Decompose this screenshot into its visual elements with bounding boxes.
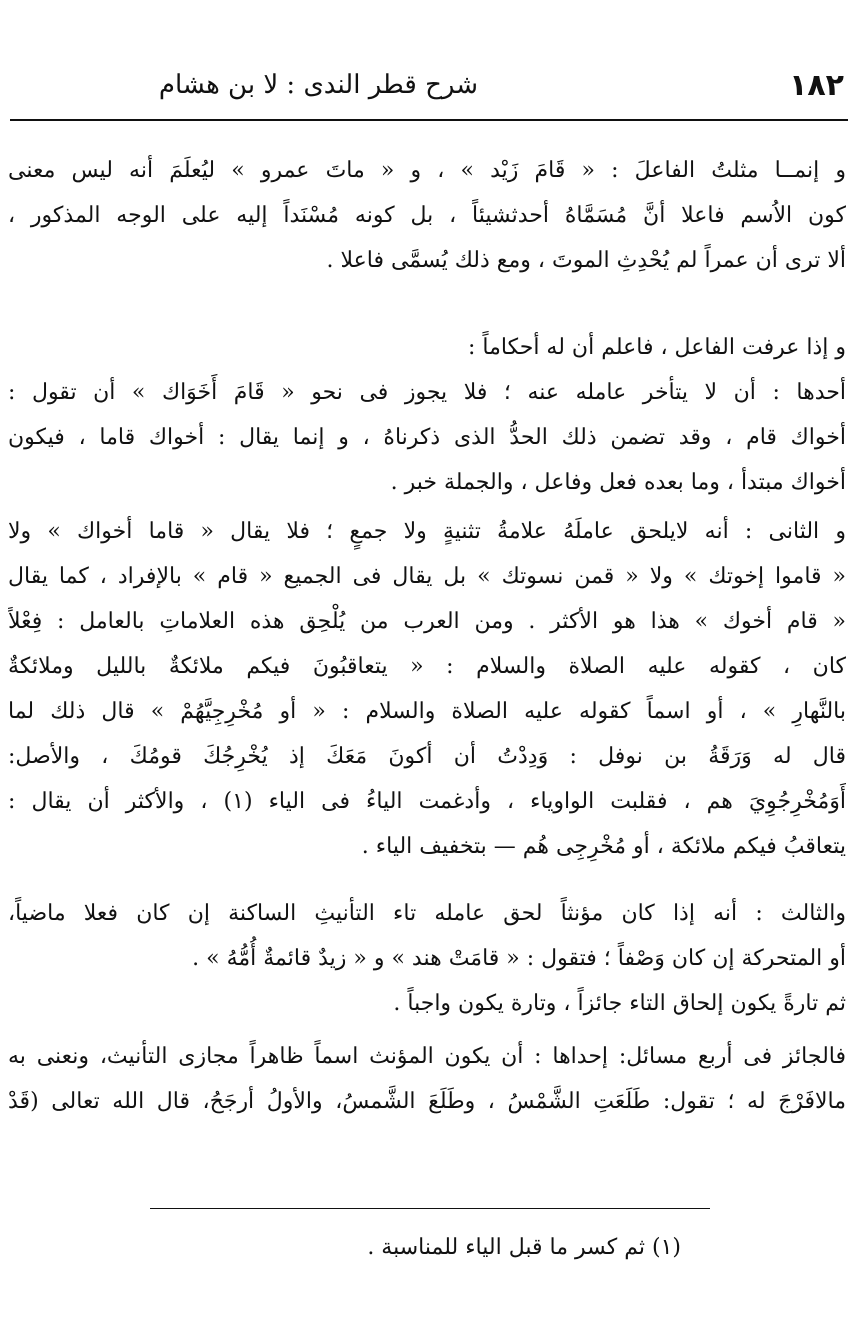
text-line: بالنَّهارِ » ، أو اسماً كقوله عليه الصلاة والسلام : « أو مُخْرِجِيَّهُمْ » قال ذلك لما bbox=[8, 699, 846, 724]
running-title: شرح قطر الندى : لا بن هشام bbox=[158, 70, 478, 100]
text-line: يتعاقبُ فيكم ملائكة ، أو مُخْرِجِى هُم — بتخفيف الياء . bbox=[361, 834, 846, 859]
text-line: و الثانى : أنه لايلحق عاملَهُ علامةُ تثنيةٍ ولا جمعٍ ؛ فلا يقال « قاما أخواك » ولا bbox=[8, 519, 846, 544]
text-line: أحدها : أن لا يتأخر عامله عنه ؛ فلا يجوز فى نحو « قَامَ أَخَوَاك » أن تقول : bbox=[8, 380, 846, 405]
text-line: كان ، كقوله عليه الصلاة والسلام : « يتعاقبُونَ فيكم ملائكةٌ بالليل وملائكةٌ bbox=[8, 654, 846, 679]
text-line: فالجائز فى أربع مسائل: إحداها : أن يكون المؤنث اسماً ظاهراً مجازى التأنيث، ونعنى به bbox=[8, 1044, 846, 1069]
text-line: أخواك قام ، وقد تضمن ذلك الحدُّ الذى ذكرناهُ ، و إنما يقال : أخواك قاما ، فيكون bbox=[8, 425, 846, 450]
text-line: و إذا عرفت الفاعل ، فاعلم أن له أحكاماً : bbox=[467, 335, 846, 360]
body-text bbox=[8, 148, 846, 1124]
text-line: و إنمــا مثلتُ الفاعلَ : « قَامَ زَيْد » ، و « ماتَ عمرو » ليُعلَمَ أنه ليس معنى bbox=[8, 158, 846, 183]
text-line: ألا ترى أن عمراً لم يُحْدِثِ الموتَ ، ومع ذلك يُسمَّى فاعلا . bbox=[326, 248, 846, 273]
text-line: أَوَمُخْرِجُوِيَ هم ، فقلبت الواوياء ، وأدغمت الياءُ فى الياء (١) ، والأكثر أن يقال : bbox=[8, 789, 846, 814]
text-line: أخواك مبتدأ ، وما بعده فعل وفاعل ، والجملة خبر . bbox=[390, 470, 846, 495]
text-line: « قاموا إخوتك » ولا « قمن نسوتك » بل يقال فى الجميع « قام » بالإفراد ، كما يقال bbox=[8, 564, 846, 589]
text-line: كون الاُسم فاعلا أنَّ مُسَمَّاهُ أحدثشيئاً ، بل كونه مُسْنَداً إليه على الوجه المذكور ، bbox=[8, 203, 846, 228]
header-rule bbox=[10, 119, 848, 121]
text-line: أو المتحركة إن كان وَصْفاً ؛ فتقول : « قامَتْ هند » و « زيدٌ قائمةٌ أُمُّهُ » . bbox=[192, 946, 846, 971]
footnote: (١) ثم كسر ما قبل الياء للمناسبة . bbox=[367, 1235, 681, 1260]
paragraph-gap bbox=[8, 283, 846, 325]
footnote-rule bbox=[150, 1208, 710, 1209]
page-number: ١٨٢ bbox=[789, 68, 844, 103]
text-line: قال له وَرَقَةُ بن نوفل : وَدِدْتُ أن أكونَ مَعَكَ إذ يُخْرِجُكَ قومُكَ ، والأصل: bbox=[8, 744, 846, 769]
text-line: مالافَرْجَ له ؛ تقول: طَلَعَتِ الشَّمْسُ ، وطَلَعَ الشَّمسُ، والأولُ أرجَحُ، قال الله تعالى (قَدْ bbox=[8, 1089, 846, 1114]
paragraph-gap bbox=[8, 869, 846, 891]
text-line: « قام أخوك » هذا هو الأكثر . ومن العرب من يُلْحِق هذه العلاماتِ بالعامل : فِعْلاً bbox=[8, 609, 846, 634]
text-line: ثم تارةً يكون إلحاق التاء جائزاً ، وتارة يكون واجباً . bbox=[393, 991, 846, 1016]
page-header bbox=[10, 66, 848, 122]
text-line: والثالث : أنه إذا كان مؤنثاً لحق عامله تاء التأنيثِ الساكنة إن كان فعلا ماضياً، bbox=[8, 901, 846, 926]
paragraph-gap bbox=[8, 1026, 846, 1034]
